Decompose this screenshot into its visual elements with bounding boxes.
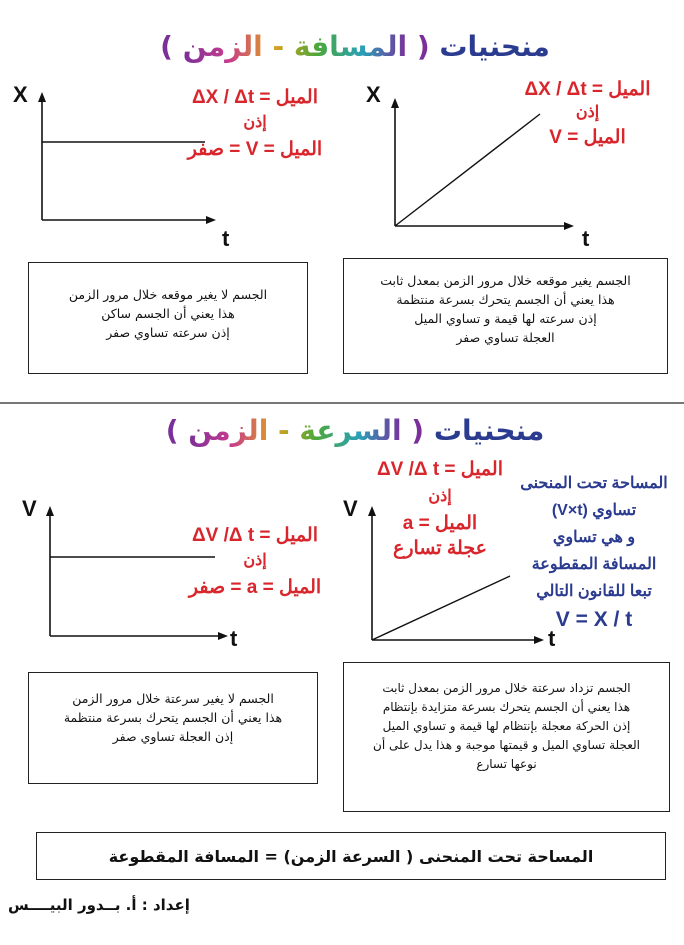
section2-title: منحنيات ( السرعة - الزمن ): [165, 414, 545, 447]
s2-right-eq4: عجلة تسارع: [393, 538, 487, 559]
s1-left-y-label: X: [13, 82, 28, 107]
s2-right-eq1: الميل = ΔV /Δ t: [377, 459, 503, 480]
area-note-line: تساوي (V×t): [551, 502, 637, 519]
s1-left-box-line: هذا يعني أن الجسم ساكن: [101, 306, 235, 321]
s1-right-box-line: العجلة تساوي صفر: [456, 330, 555, 345]
s1-left-box-line: إذن سرعته تساوي صفر: [106, 325, 230, 340]
area-note-line: المسافة المقطوعة: [531, 556, 657, 573]
s2-left-box-line: إذن العجلة تساوي صفر: [112, 729, 234, 744]
s1-right-x-label: t: [582, 226, 590, 251]
s2-right-box-line: العجلة تساوي الميل و قيمتها موجبة و هذا يدل على أن: [373, 738, 640, 752]
s1-right-y-label: X: [366, 82, 381, 107]
s2-right-eq2: إذن: [428, 488, 452, 505]
s2-right-plot-line: [372, 576, 510, 640]
s2-left-description-box: [28, 672, 318, 784]
s1-left-eq3: الميل = V = صفر: [187, 139, 323, 160]
s1-left-x-label: t: [222, 226, 230, 251]
s2-right-y-label: V: [343, 496, 358, 521]
s2-right-box-line: الجسم تزداد سرعتة خلال مرور الزمن بمعدل ثابت: [382, 681, 631, 695]
s2-right-box-line: نوعها تسارع: [476, 757, 537, 771]
s2-left-x-label: t: [230, 626, 238, 651]
s1-left-eq1: الميل = ΔX / Δt: [192, 87, 318, 108]
s2-left-box-line: الجسم لا يغير سرعتة خلال مرور الزمن: [72, 691, 274, 706]
s2-right-description-box: [343, 662, 670, 812]
author-credit: إعداد : أ. بــدور البيــــس: [8, 896, 190, 914]
s1-right-box-line: هذا يعني أن الجسم يتحرك بسرعة منتظمة: [396, 292, 615, 307]
s2-left-y-label: V: [22, 496, 37, 521]
s1-right-box-line: إذن سرعته لها قيمة و تساوي الميل: [414, 311, 597, 326]
s2-right-x-label: t: [548, 626, 556, 651]
s1-left-box-line: الجسم لا يغير موقعه خلال مرور الزمن: [68, 287, 268, 302]
summary-box: [36, 832, 666, 880]
s2-left-eq1: الميل = ΔV /Δ t: [192, 525, 318, 546]
s2-left-eq2: إذن: [243, 552, 267, 569]
area-note-formula: V = X / t: [555, 608, 633, 631]
area-note-line: تبعا للقانون التالي: [536, 583, 652, 600]
s1-right-eq1: الميل = ΔX / Δt: [524, 79, 651, 100]
area-note: [508, 470, 680, 635]
s2-left-eq3: الميل = a = صفر: [188, 577, 322, 598]
section1-title: منحنيات ( المسافة - الزمن ): [160, 30, 550, 63]
s1-right-eq3: الميل = V: [549, 127, 626, 148]
s2-right-box-line: هذا يعني أن الجسم يتحرك بسرعة متزايدة بإنتظام: [382, 700, 631, 714]
s1-right-box-line: الجسم يغير موقعه خلال مرور الزمن بمعدل ثابت: [380, 273, 631, 288]
s2-right-box-line: إذن الحركة معجلة بإنتظام لها قيمة و تساوي الميل: [382, 719, 631, 733]
area-note-line: و هي تساوي: [552, 529, 636, 546]
s2-right-eq3: الميل = a: [402, 513, 478, 534]
s1-left-eq2: إذن: [243, 114, 267, 131]
summary-text: المساحة تحت المنحنى ( السرعة الزمن) = المسافة المقطوعة: [108, 846, 594, 866]
s1-right-eq2: إذن: [575, 104, 600, 121]
area-note-line: المساحة تحت المنحنى: [520, 475, 668, 492]
s2-left-box-line: هذا يعني أن الجسم يتحرك بسرعة منتظمة: [63, 710, 283, 725]
